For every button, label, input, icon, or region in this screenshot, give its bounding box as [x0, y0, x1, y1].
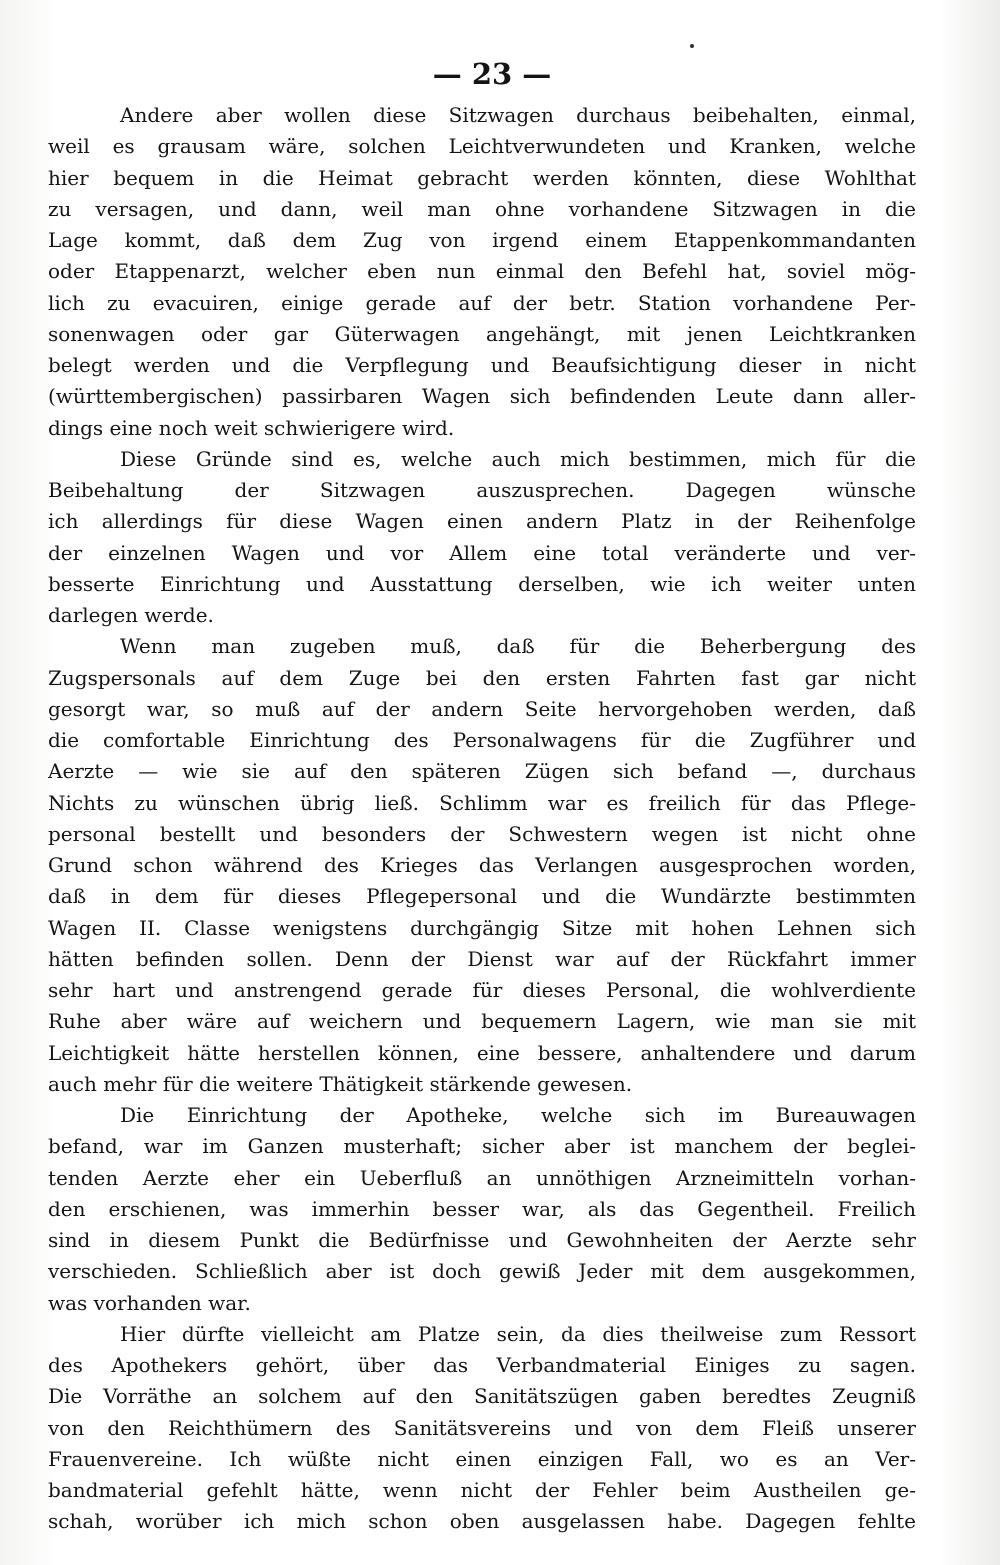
text-line: schah, worüber ich mich schon oben ausgelassen habe. Dagegen fehlte [48, 1509, 916, 1534]
text-line: Die Vorräthe an solchem auf den Sanitätszügen gaben beredtes Zeugniß [48, 1384, 916, 1409]
text-line: oder Etappenarzt, welcher eben nun einmal den Befehl hat, soviel mög- [48, 259, 916, 284]
text-line: daß in dem für dieses Pflegepersonal und die Wundärzte bestimmten [48, 884, 916, 909]
body-text [48, 100, 916, 1538]
text-line: hätten befinden sollen. Denn der Dienst war auf der Rückfahrt immer [48, 946, 916, 971]
text-line: Aerzte — wie sie auf den späteren Zügen sich befand —, durchaus [48, 759, 916, 784]
text-line: darlegen werde. [48, 603, 214, 627]
page-number: — 23 — [432, 57, 552, 91]
text-line: Ruhe aber wäre auf weichern und bequemern Lagern, wie man sie mit [48, 1009, 916, 1034]
text-line: Wenn man zugeben muß, daß für die Beherbergung des [120, 634, 916, 659]
text-line: von den Reichthümern des Sanitätsvereins und von dem Fleiß unserer [48, 1415, 916, 1440]
text-line: Nichts zu wünschen übrig ließ. Schlimm war es freilich für das Pflege- [48, 790, 916, 815]
text-line: Leichtigkeit hätte herstellen können, eine bessere, anhaltendere und darum [48, 1040, 916, 1065]
text-line: befand, war im Ganzen musterhaft; sicher aber ist manchem der beglei- [48, 1134, 916, 1159]
text-line: gesorgt war, so muß auf der andern Seite hervorgehoben werden, daß [48, 696, 916, 721]
text-line: Andere aber wollen diese Sitzwagen durchaus beibehalten, einmal, [120, 103, 916, 127]
text-line: der einzelnen Wagen und vor Allem eine total veränderte und ver- [48, 540, 916, 565]
text-line: was vorhanden war. [48, 1290, 251, 1315]
text-line: Wagen II. Classe wenigstens durchgängig Sitze mit hohen Lehnen sich [48, 915, 916, 940]
text-line: sehr hart und anstrengend gerade für dieses Personal, die wohlverdiente [48, 978, 916, 1002]
text-line: die comfortable Einrichtung des Personalwagens für die Zugführer und [48, 728, 916, 752]
text-line: tenden Aerzte eher ein Ueberfluß an unnöthigen Arzneimitteln vorhan- [48, 1165, 916, 1190]
text-line: bandmaterial gefehlt hätte, wenn nicht der Fehler beim Austheilen ge- [48, 1478, 916, 1502]
text-line: Zugspersonals auf dem Zuge bei den ersten Fahrten fast gar nicht [48, 665, 916, 690]
text-line: verschieden. Schließlich aber ist doch gewiß Jeder mit dem ausgekommen, [48, 1259, 916, 1284]
text-line: belegt werden und die Verpflegung und Beaufsichtigung dieser in nicht [48, 353, 916, 377]
text-line: auch mehr für die weitere Thätigkeit stärkende gewesen. [48, 1071, 633, 1096]
text-line: Die Einrichtung der Apotheke, welche sich im Bureauwagen [120, 1103, 916, 1127]
text-line: den erschienen, was immerhin besser war, als das Gegentheil. Freilich [48, 1196, 916, 1221]
ink-speck [690, 44, 694, 48]
text-line: Hier dürfte vielleicht am Platze sein, da dies theilweise zum Ressort [120, 1321, 916, 1346]
text-line: ich allerdings für diese Wagen einen andern Platz in der Reihenfolge [48, 509, 916, 534]
text-line: besserte Einrichtung und Ausstattung derselben, wie ich weiter unten [48, 571, 916, 596]
text-line: personal bestellt und besonders der Schwestern wegen ist nicht ohne [48, 821, 916, 846]
text-line: dings eine noch weit schwierigere wird. [48, 415, 455, 440]
text-line: sonenwagen oder gar Güterwagen angehängt, mit jenen Leichtkranken [48, 321, 916, 346]
text-line: sind in diesem Punkt die Bedürfnisse und Gewohnheiten der Aerzte sehr [48, 1228, 916, 1252]
text-line: (württembergischen) passirbaren Wagen sich befindenden Leute dann aller- [48, 384, 916, 409]
text-line: Frauenvereine. Ich wüßte nicht einen einzigen Fall, wo es an Ver- [48, 1446, 916, 1471]
text-line: Beibehaltung der Sitzwagen auszusprechen. Dagegen wünsche [48, 478, 916, 502]
text-line: zu versagen, und dann, weil man ohne vorhandene Sitzwagen in die [48, 196, 916, 221]
text-line: hier bequem in die Heimat gebracht werden könnten, diese Wohlthat [48, 165, 916, 190]
text-line: Grund schon während des Krieges das Verlangen ausgesprochen worden, [48, 853, 916, 877]
text-line: Lage kommt, daß dem Zug von irgend einem Etappenkommandanten [48, 228, 916, 252]
text-line: weil es grausam wäre, solchen Leichtverwundeten und Kranken, welche [48, 134, 916, 159]
text-line: des Apothekers gehört, über das Verbandmaterial Einiges zu sagen. [48, 1353, 916, 1377]
text-line: lich zu evacuiren, einige gerade auf der betr. Station vorhandene Per- [48, 290, 916, 315]
text-line: Diese Gründe sind es, welche auch mich bestimmen, mich für die [120, 446, 916, 471]
